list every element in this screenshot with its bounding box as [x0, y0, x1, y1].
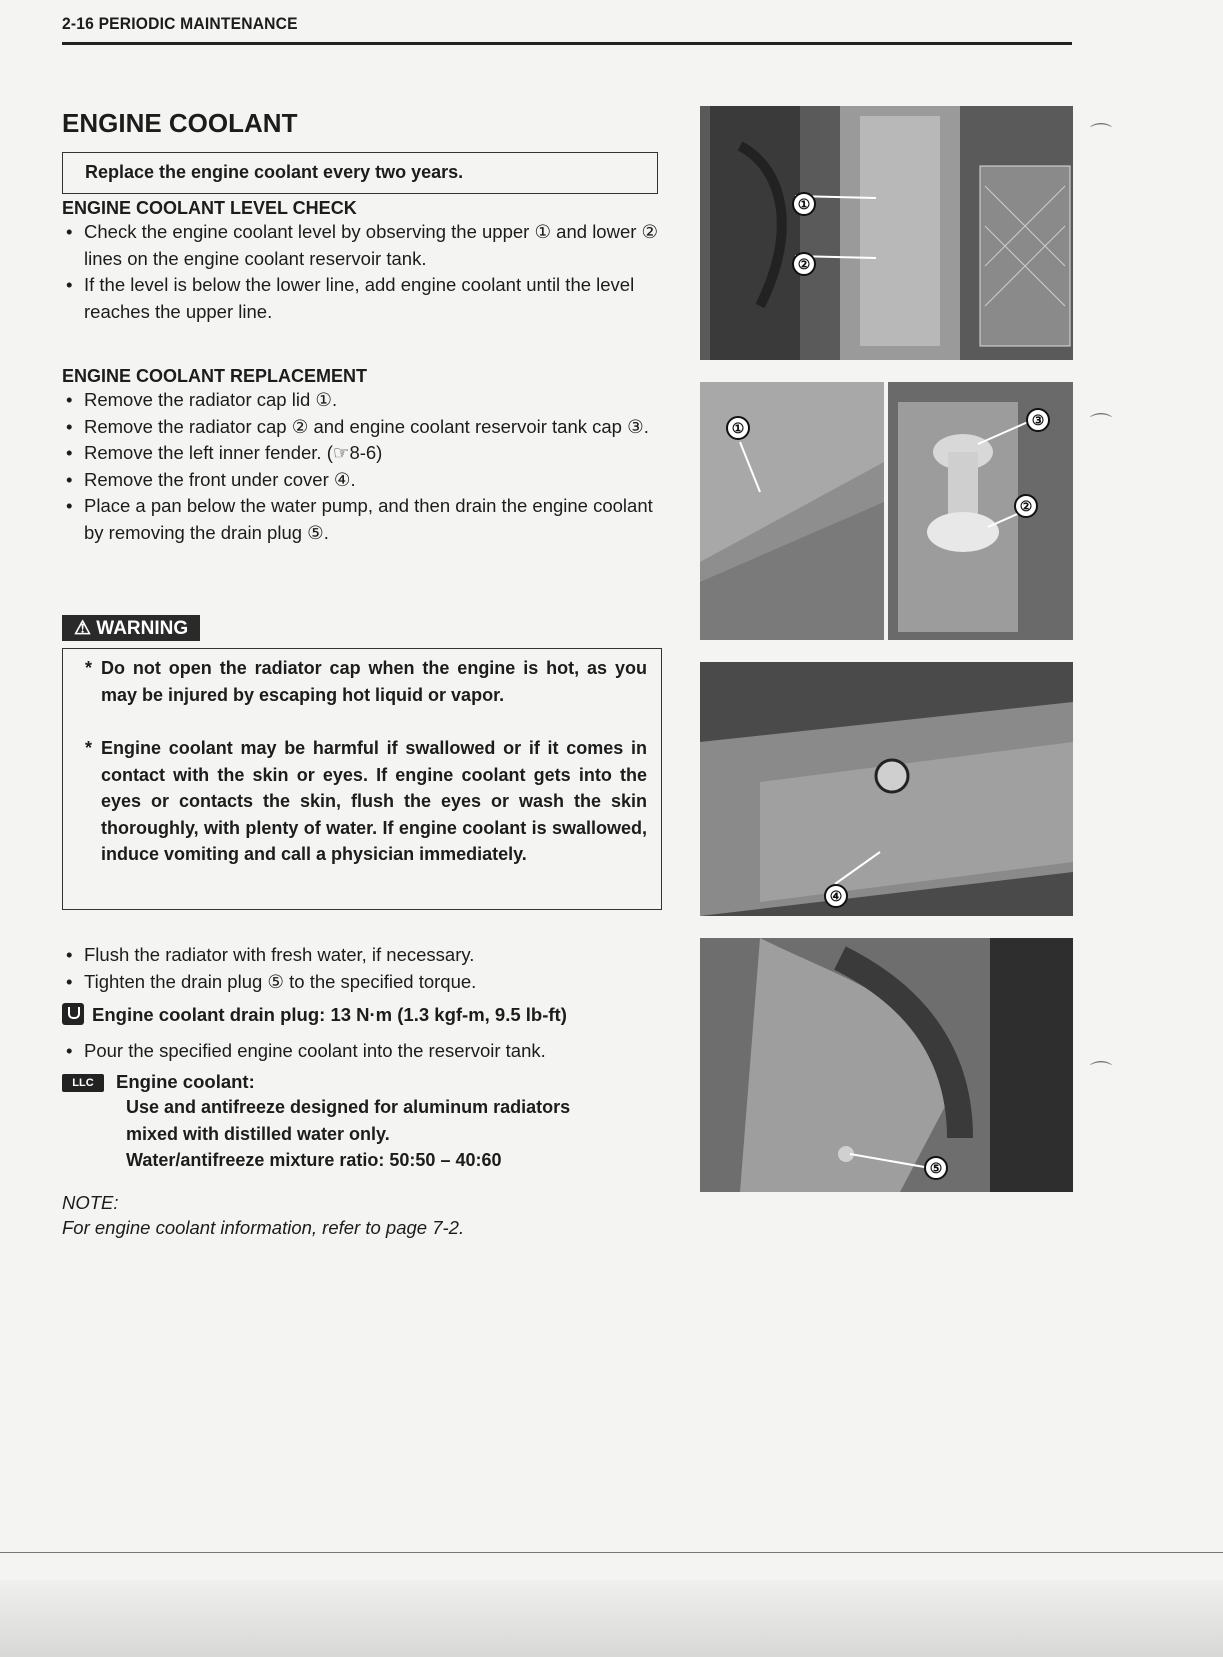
photo-radiator-cap: [888, 382, 1073, 640]
list-item: • If the level is below the lower line, add engine coolant until the level reaches the upper line.: [62, 272, 672, 325]
photo-front-under-cover: [700, 662, 1073, 916]
warning-text: Engine coolant may be harmful if swallowed or if it comes in contact with the skin or eyes. If engine coolant gets into the eyes or contacts the skin, flush the eyes or wash the skin thoroughly, with plenty of water. If engine coolant is swallowed, induce vomiting and call a physician immediately.: [101, 738, 647, 864]
page-header: [62, 12, 1072, 42]
header-text: 2-16 PERIODIC MAINTENANCE: [62, 14, 298, 33]
note-text: For engine coolant information, refer to page 7-2.: [62, 1217, 465, 1238]
coolant-spec-line: Water/antifreeze mixture ratio: 50:50 – 40:60: [126, 1150, 502, 1170]
coolant-spec-line: Use and antifreeze designed for aluminum radiators: [126, 1097, 571, 1117]
photo-drain-plug-art: [700, 938, 1073, 1192]
callout-drain-plug: ⑤: [924, 1156, 948, 1180]
list-item: • Remove the front under cover ④.: [62, 467, 672, 494]
bottom-shade: [0, 1580, 1223, 1657]
replacement-list: [62, 387, 672, 546]
note: [62, 1190, 464, 1240]
pour-list: [62, 1038, 672, 1065]
photo-reservoir-tank: [700, 106, 1073, 360]
list-item: • Remove the radiator cap ② and engine coolant reservoir tank cap ③.: [62, 414, 672, 441]
callout-front-under-cover: ④: [824, 884, 848, 908]
coolant-spec-line: mixed with distilled water only.: [126, 1123, 390, 1144]
margin-mark: ⌒: [1090, 412, 1113, 437]
replace-note: Replace the engine coolant every two years.: [85, 162, 464, 182]
torque-spec-text: Engine coolant drain plug: 13 N·m (1.3 kgf-m, 9.5 lb-ft): [92, 1004, 567, 1025]
llc-coolant-icon: LLC: [62, 1074, 104, 1092]
photo-reservoir-art: [700, 106, 1073, 360]
list-item: • Flush the radiator with fresh water, if necessary.: [62, 942, 672, 969]
margin-mark: ⌒: [1090, 122, 1113, 147]
list-item: • Remove the left inner fender. (☞8-6): [62, 440, 672, 467]
list-item: • Check the engine coolant level by observing the upper ① and lower ② lines on the engine coolant reservoir tank.: [62, 219, 672, 272]
section-title: ENGINE COOLANT: [62, 108, 298, 138]
margin-mark: ⌒: [1090, 1060, 1113, 1085]
coolant-spec-lines: [126, 1094, 570, 1174]
level-check-heading: ENGINE COOLANT LEVEL CHECK: [62, 198, 357, 218]
warning-item: [87, 735, 647, 868]
warning-label: ⚠ WARNING: [62, 615, 200, 641]
asterisk: *: [85, 738, 93, 758]
photo-drain-plug: [700, 938, 1073, 1192]
warning-text: Do not open the radiator cap when the engine is hot, as you may be injured by escaping hot liquid or vapor.: [101, 658, 647, 705]
note-label: NOTE:: [62, 1192, 119, 1213]
warning-box: [62, 648, 662, 910]
bottom-rule: [0, 1552, 1223, 1553]
replace-note-box: [62, 152, 658, 194]
coolant-spec: [62, 1071, 255, 1093]
after-list: [62, 942, 672, 995]
photo-radiator-cap-lid: [700, 382, 884, 640]
list-item: • Place a pan below the water pump, and then drain the engine coolant by removing the drain plug ⑤.: [62, 493, 672, 546]
level-check-list: [62, 219, 672, 325]
list-item: • Remove the radiator cap lid ①.: [62, 387, 672, 414]
torque-spec: [62, 1003, 567, 1026]
callout-cap-lid: ①: [726, 416, 750, 440]
torque-wrench-icon: [62, 1003, 84, 1025]
callout-radiator-cap: ②: [1014, 494, 1038, 518]
list-item: • Pour the specified engine coolant into the reservoir tank.: [62, 1038, 672, 1065]
warning-item: [87, 655, 647, 708]
callout-reservoir-cap: ③: [1026, 408, 1050, 432]
header-rule: [62, 42, 1072, 45]
list-item: • Tighten the drain plug ⑤ to the specified torque.: [62, 969, 672, 996]
callout-upper-line: ①: [792, 192, 816, 216]
photo-under-cover-art: [700, 662, 1073, 916]
coolant-spec-title: Engine coolant:: [116, 1071, 255, 1092]
asterisk: *: [85, 658, 93, 678]
callout-lower-line: ②: [792, 252, 816, 276]
replacement-heading: ENGINE COOLANT REPLACEMENT: [62, 366, 368, 386]
